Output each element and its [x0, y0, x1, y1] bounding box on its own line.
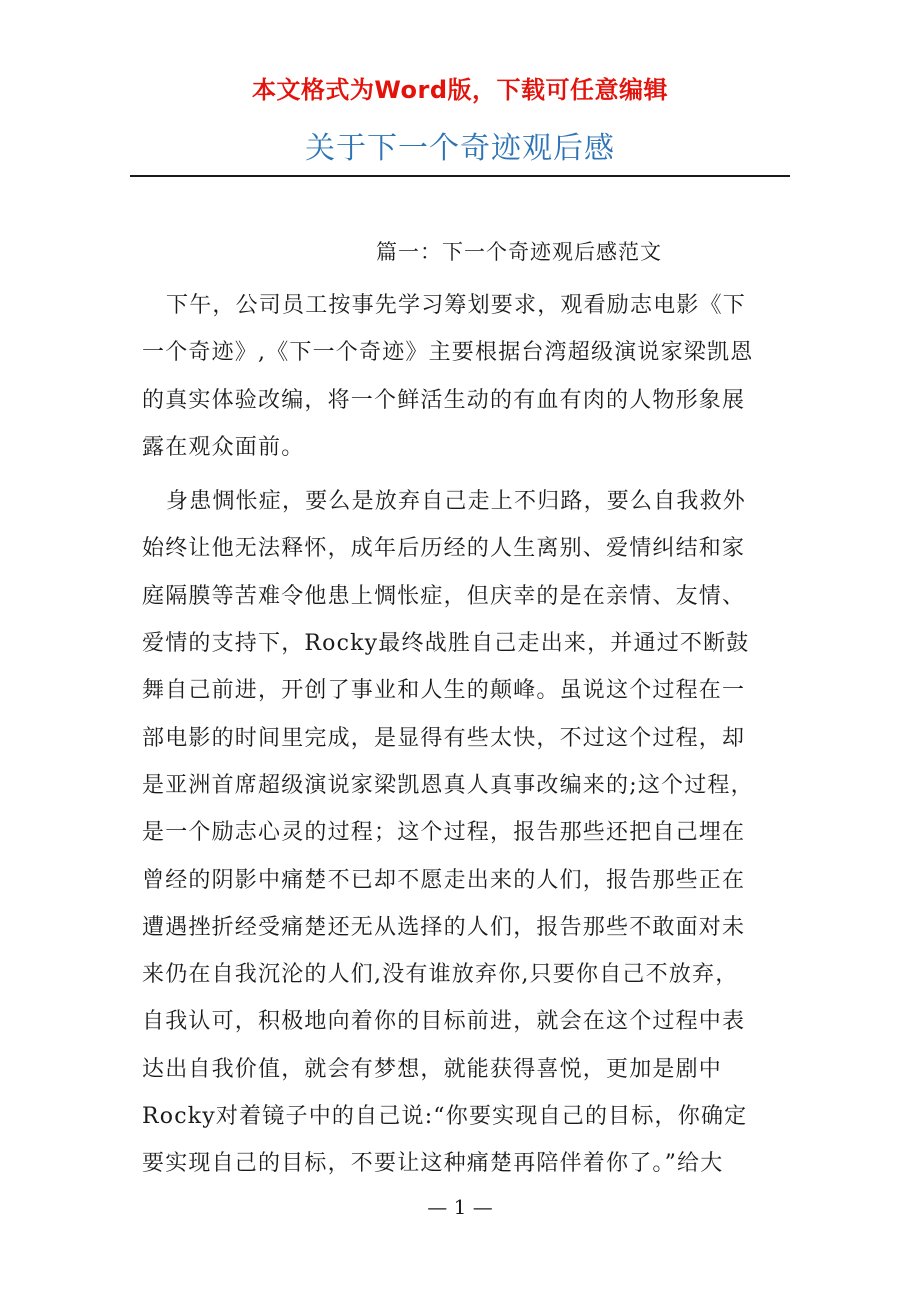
paragraph-2 — [142, 478, 787, 1187]
title-divider — [130, 175, 790, 177]
page-number: — 1 — — [427, 1195, 493, 1219]
text-line: 一个奇迹》,《下一个奇迹》主要根据台湾超级演说家梁凯恩 — [142, 340, 754, 366]
format-notice-banner: 本文格式为Word版，下载可任意编辑 — [251, 76, 669, 104]
text-line: 庭隔膜等苦难令他患上惆怅症，但庆幸的是在亲情、友情、 — [142, 583, 746, 609]
document-title: 关于下一个奇迹观后感 — [305, 131, 615, 166]
paragraph-1 — [142, 282, 787, 471]
text-line: 遭遇挫折经受痛楚还无从选择的人们，报告那些不敢面对未 — [142, 914, 746, 940]
text-line: 身患惆怅症，要么是放弃自己走上不归路，要么自我救外 — [166, 489, 747, 515]
text-line: 舞自己前进，开创了事业和人生的颠峰。虽说这个过程在一 — [142, 678, 746, 704]
text-line: 曾经的阴影中痛楚不已却不愿走出来的人们，报告那些正在 — [142, 867, 746, 893]
text-line: 部电影的时间里完成，是显得有些太快，不过这个过程，却 — [142, 725, 746, 751]
text-line: 达出自我价值，就会有梦想，就能获得喜悦，更加是剧中 — [142, 1056, 723, 1082]
text-line: 爱情的支持下，Rocky最终战胜自己走出来，并通过不断鼓 — [142, 631, 750, 657]
body-text — [142, 282, 787, 1188]
text-line: 是亚洲首席超级演说家梁凯恩真人真事改编来的;这个过程， — [142, 772, 754, 798]
text-line: 来仍在自我沉沦的人们,没有谁放弃你,只要你自己不放弃， — [142, 962, 739, 988]
text-line: 要实现自己的目标，不要让这种痛楚再陪伴着你了。”给大 — [142, 1151, 724, 1177]
text-line: 下午，公司员工按事先学习筹划要求，观看励志电影《下 — [166, 293, 747, 318]
text-line: 露在观众面前。 — [142, 434, 305, 460]
text-line: Rocky对着镜子中的自己说:“你要实现自己的目标，你确定 — [142, 1104, 748, 1130]
text-line: 自我认可，积极地向着你的目标前进，就会在这个过程中表 — [142, 1009, 746, 1035]
text-line: 的真实体验改编，将一个鲜活生动的有血有肉的人物形象展 — [142, 387, 746, 413]
text-line: 是一个励志心灵的过程；这个过程，报告那些还把自己埋在 — [142, 820, 746, 846]
text-line: 始终让他无法释怀，成年后历经的人生离别、爱情纠结和家 — [142, 536, 746, 562]
section-heading: 篇一：下一个奇迹观后感范文 — [376, 240, 662, 264]
